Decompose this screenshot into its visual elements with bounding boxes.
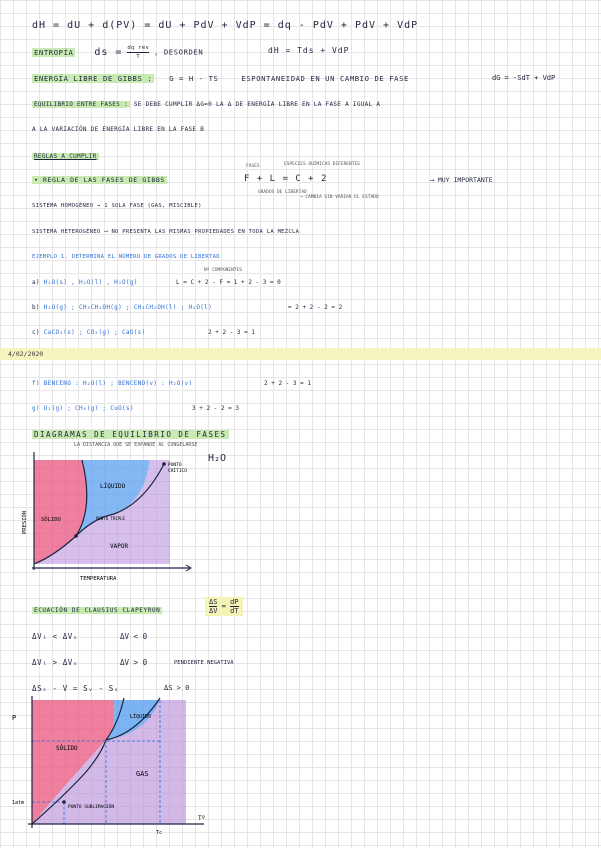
- example-f-species: BENCENO : H₂O(l) ; BENCENO(v) : H₂O(v): [43, 380, 193, 387]
- solid-label-2: SÓLIDO: [56, 745, 78, 752]
- example-g-species: O₂(g) ; CH₄(g) ; CuO(s): [43, 405, 134, 412]
- example-b-label: b): [32, 304, 40, 311]
- equilibrium-label: EQUILIBRIO ENTRE FASES :: [34, 101, 128, 108]
- clapeyron-left-fraction: [209, 598, 217, 615]
- enthalpy-equation: dH = dU + d(PV) = dU + PdV + VdP = dq - PdV + PdV + VdP: [32, 20, 419, 31]
- phase-diagram-water: [14, 448, 198, 588]
- y-axis-label: PRESIÓN: [22, 510, 28, 534]
- entropy-numerator: dq rev: [127, 45, 150, 51]
- example-b: [32, 304, 212, 311]
- negative-slope-note: PENDIENTE NEGATIVA: [174, 660, 234, 666]
- example-g-calc: 3 + 2 - 2 = 3: [192, 405, 239, 412]
- example-g-label: g): [32, 405, 40, 412]
- entropy-relation-left: ΔSₛ - V = Sᵥ - Sₛ: [32, 684, 119, 693]
- clapeyron-right-den: dT: [230, 607, 239, 615]
- equilibrium-text: SE DEBE CUMPLIR ΔG=0 LA Δ DE ENERGÍA LIBRE EN LA FASE A IGUAL A: [133, 101, 381, 108]
- enthalpy-tds: dH = Tds + VdP: [268, 46, 350, 55]
- example-c: [32, 329, 145, 336]
- clapeyron-right-num: dP: [230, 598, 239, 606]
- h2o-label: H₂O: [208, 453, 227, 464]
- annotation-especies: ESPECIES QUÍMICAS DIFERENTES: [284, 162, 360, 167]
- clapeyron-equation: [205, 597, 243, 616]
- heterogeneous-line: SISTEMA HETEROGÉNEO ⟶ NO PRESENTA LAS MISMAS PROPIEDADES EN TODA LA MEZCLA: [32, 229, 300, 235]
- example-c-species: CaCO₃(s) ; CO₂(g) ; CaO(s): [43, 329, 146, 336]
- x-axis-label: TEMPERATURA: [80, 576, 117, 582]
- one-atm-label: 1atm: [12, 800, 25, 806]
- triple-point-label: PUNTO TRIPLE: [96, 516, 125, 521]
- gibbs-differential: dG = -SdT + VdP: [492, 74, 556, 82]
- triple-point: [74, 534, 78, 538]
- phase-rule-label: • REGLA DE LAS FASES DE GIBBS: [34, 176, 165, 184]
- volume-relation-1-right: ΔV < 0: [120, 632, 148, 641]
- vapor-label: VAPOR: [110, 543, 129, 550]
- gas-label: GAS: [136, 770, 149, 778]
- annotation-grados: GRADOS DE LIBERTAD: [258, 190, 307, 195]
- liquid-label-2: LÍQUIDO: [130, 714, 152, 720]
- critical-point-label-2: CRÍTICO: [168, 469, 187, 474]
- example-a-note: Nº COMPONENTES: [204, 268, 242, 273]
- clapeyron-equals: =: [221, 602, 226, 611]
- clapeyron-label: ECUACIÓN DE CLAUSIUS CLAPEYRON: [34, 607, 161, 614]
- gibbs-line: [32, 74, 409, 83]
- example-b-calc: = 2 + 2 - 2 = 2: [288, 304, 343, 311]
- clapeyron-line: [32, 607, 162, 614]
- volume-relation-1-left: ΔVₗ < ΔVₛ: [32, 632, 79, 641]
- diagram-note: LA DISTANCIA QUE SE EXPANDE AL CONGELARSE: [74, 442, 198, 448]
- phase-rule-equation: F + L = C + 2: [244, 174, 328, 184]
- sublimation-point: [62, 800, 66, 804]
- clapeyron-right-fraction: [230, 598, 238, 615]
- annotation-fases: FASES: [246, 164, 260, 169]
- annotation-cambia: → CAMBIA SIN VARIAR EL ESTADO: [300, 195, 379, 200]
- solid-label: SÓLIDO: [41, 517, 61, 523]
- critical-temp-label: Tc: [156, 830, 163, 836]
- example-a-species: H₂O(s) , H₂O(l) , H₂O(g): [43, 279, 138, 286]
- example-f-calc: 2 + 2 - 3 = 1: [264, 380, 311, 387]
- entropy-fraction: [127, 44, 149, 61]
- date-band: [0, 348, 601, 360]
- equilibrium-continuation: A LA VARIACIÓN DE ENERGÍA LIBRE EN LA FASE B: [32, 126, 205, 133]
- liquid-label: LÍQUIDO: [100, 483, 126, 490]
- volume-relation-2-right: ΔV > 0: [120, 658, 148, 667]
- example-a: [32, 279, 138, 286]
- example-b-species: H₂O(g) ; CH₃CH₂OH(g) ; CH₃CH₂OH(l) ; H₂O(l): [43, 304, 212, 311]
- gibbs-label: ENERGÍA LIBRE DE GIBBS :: [34, 74, 153, 83]
- important-note: ⟶ MUY IMPORTANTE: [430, 176, 493, 184]
- diagrams-title: DIAGRAMAS DE EQUILIBRIO DE FASES: [34, 430, 227, 439]
- example-f-label: f): [32, 380, 40, 387]
- example-g: [32, 405, 134, 412]
- y-axis-label-2: P: [12, 714, 17, 722]
- critical-point-label-1: PUNTO: [168, 463, 182, 468]
- x-axis-label-2: Tº: [198, 815, 206, 822]
- gibbs-description: ESPONTANEIDAD EN UN CAMBIO DE FASE: [241, 74, 409, 83]
- example-a-label: a): [32, 279, 40, 286]
- diagrams-heading: [32, 430, 229, 439]
- homogeneous-line: SISTEMA HOMOGÉNEO → 1 SOLA FASE (GAS, MISCIBLE): [32, 203, 202, 209]
- entropy-relation-right: ΔS > 0: [164, 684, 190, 692]
- sublimation-label: PUNTO SUBLIMACIÓN: [68, 805, 115, 810]
- example-f: [32, 380, 192, 387]
- entropy-ds: ds =: [94, 46, 123, 58]
- gibbs-equation: G = H - TS: [169, 74, 219, 83]
- example-text: DETERMINA EL NÚMERO DE GRADOS DE LIBERTAD: [71, 254, 220, 260]
- example-c-label: c): [32, 329, 40, 336]
- entropy-denominator: T: [136, 54, 141, 60]
- phase-diagram-co2: [6, 694, 216, 844]
- example-a-calc: L = C + 2 - F = 1 + 2 - 3 = 0: [176, 279, 281, 286]
- rules-label: REGLAS A CUMPLIR: [34, 153, 97, 160]
- clapeyron-left-den: ΔV: [209, 607, 218, 615]
- critical-point: [162, 462, 166, 466]
- phase-rule-line: [32, 176, 167, 184]
- clapeyron-left-num: ΔS: [209, 598, 218, 606]
- volume-relation-2-left: ΔVₗ > ΔVₛ: [32, 658, 79, 667]
- example-c-calc: 2 + 2 - 3 = 1: [208, 329, 255, 336]
- entropy-line: [32, 44, 203, 61]
- example-label: EJEMPLO 1.: [32, 254, 69, 260]
- date-label: 4/02/2020: [8, 350, 44, 358]
- equilibrium-line: [32, 101, 380, 108]
- rules-heading: [32, 153, 99, 160]
- entropy-label: ENTROPÍA: [34, 47, 74, 57]
- entropy-desorden: , DESORDEN: [154, 47, 204, 57]
- example-line: [32, 254, 220, 260]
